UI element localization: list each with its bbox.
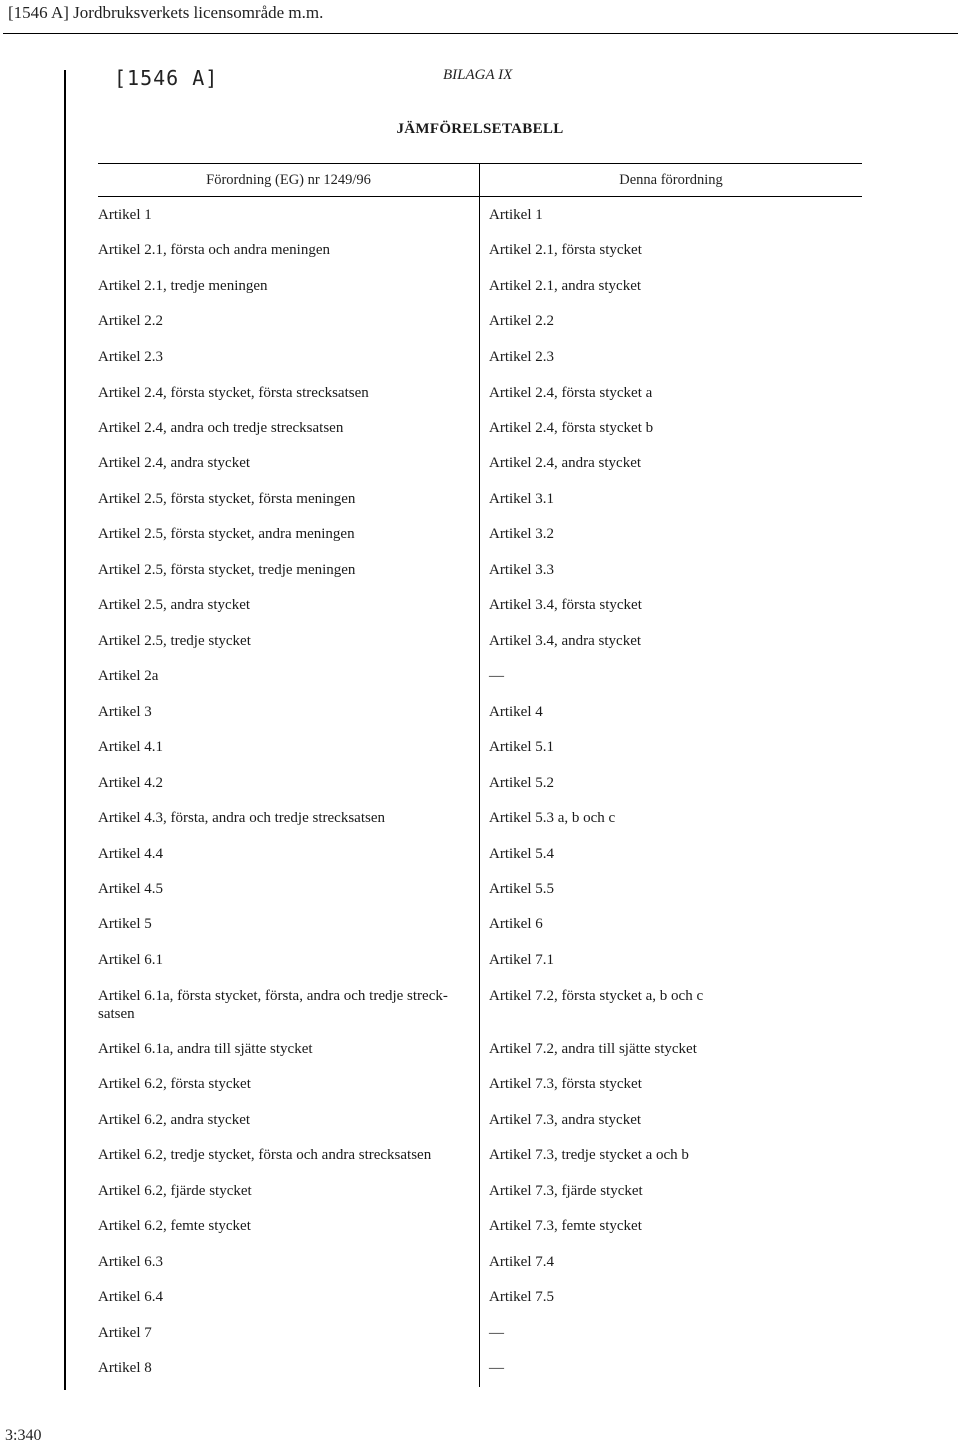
- table-cell-target: Artikel 7.3, första stycket: [489, 1076, 642, 1092]
- table-cell-target: Artikel 3.2: [489, 526, 554, 542]
- table-cell-target: —: [489, 1360, 504, 1376]
- annex-label: BILAGA IX: [443, 67, 513, 83]
- table-title: JÄMFÖRELSETABELL: [396, 121, 564, 137]
- table-cell-source: Artikel 4.3, första, andra och tredje strecksatsen: [98, 810, 385, 826]
- table-cell-target: Artikel 7.3, femte stycket: [489, 1218, 642, 1234]
- table-cell-source: Artikel 6.2, femte stycket: [98, 1218, 251, 1234]
- table-cell-source: Artikel 5: [98, 916, 152, 932]
- table-cell-target: Artikel 7.3, fjärde stycket: [489, 1183, 643, 1199]
- table-cell-target: Artikel 2.4, andra stycket: [489, 455, 642, 471]
- table-cell-source: Artikel 6.2, tredje stycket, första och andra strecksatsen: [98, 1147, 432, 1163]
- table-cell-source: Artikel 2.2: [98, 313, 163, 329]
- table-cell-source: Artikel 2.5, första stycket, första meningen: [98, 491, 356, 507]
- table-top-rule: [98, 163, 862, 164]
- table-cell-source: Artikel 6.1: [98, 952, 163, 968]
- table-header-rule: [98, 196, 862, 197]
- table-cell-source: Artikel 2.4, andra och tredje strecksatsen: [98, 420, 344, 436]
- table-cell-source: Artikel 2.3: [98, 349, 163, 365]
- table-cell-target: Artikel 7.4: [489, 1254, 554, 1270]
- table-cell-target: Artikel 7.5: [489, 1289, 554, 1305]
- table-cell-target: Artikel 2.1, andra stycket: [489, 278, 642, 294]
- table-cell-source: Artikel 6.1a, första stycket, första, andra och tredje streck-satsen: [98, 988, 448, 1022]
- table-cell-source: Artikel 6.2, andra stycket: [98, 1112, 251, 1128]
- table-cell-source: Artikel 2.5, första stycket, tredje meningen: [98, 562, 356, 578]
- table-cell-target: —: [489, 1325, 504, 1341]
- table-cell-source: Artikel 2.5, första stycket, andra meningen: [98, 526, 355, 542]
- column-header-right: Denna förordning: [619, 172, 723, 188]
- table-cell-source: Artikel 6.1a, andra till sjätte stycket: [98, 1041, 313, 1057]
- table-cell-target: Artikel 5.2: [489, 775, 554, 791]
- table-cell-source: Artikel 8: [98, 1360, 152, 1376]
- table-cell-target: Artikel 7.3, tredje stycket a och b: [489, 1147, 689, 1163]
- table-cell-source: Artikel 4.1: [98, 739, 163, 755]
- table-cell-source: Artikel 2.4, första stycket, första strecksatsen: [98, 385, 369, 401]
- table-cell-source: Artikel 6.3: [98, 1254, 163, 1270]
- page-number: 3:340: [5, 1427, 42, 1444]
- table-cell-source: Artikel 4.2: [98, 775, 163, 791]
- running-title: [1546 A] Jordbruksverkets licensområde m.m.: [8, 3, 324, 22]
- table-cell-target: Artikel 2.2: [489, 313, 554, 329]
- top-rule: [3, 33, 958, 34]
- table-cell-target: Artikel 6: [489, 916, 543, 932]
- table-cell-source: Artikel 2a: [98, 668, 159, 684]
- table-cell-source: Artikel 2.1, första och andra meningen: [98, 242, 331, 258]
- column-divider: [479, 163, 480, 1387]
- table-cell-source: Artikel 2.4, andra stycket: [98, 455, 251, 471]
- table-cell-source: Artikel 3: [98, 704, 152, 720]
- table-cell-source: Artikel 7: [98, 1325, 152, 1341]
- table-cell-source: Artikel 6.4: [98, 1289, 163, 1305]
- table-cell-target: Artikel 5.3 a, b och c: [489, 810, 616, 826]
- table-cell-target: Artikel 5.5: [489, 881, 554, 897]
- table-cell-source: Artikel 4.5: [98, 881, 163, 897]
- table-cell-target: Artikel 2.1, första stycket: [489, 242, 642, 258]
- table-cell-source: Artikel 6.2, fjärde stycket: [98, 1183, 252, 1199]
- amendment-marker: [1546 A]: [114, 66, 219, 90]
- table-cell-target: Artikel 2.3: [489, 349, 554, 365]
- table-cell-source: Artikel 4.4: [98, 846, 163, 862]
- column-header-left: Förordning (EG) nr 1249/96: [206, 172, 371, 188]
- table-cell-target: Artikel 5.4: [489, 846, 554, 862]
- table-cell-target: Artikel 5.1: [489, 739, 554, 755]
- table-cell-target: —: [489, 668, 504, 684]
- table-cell-target: Artikel 3.4, andra stycket: [489, 633, 642, 649]
- table-cell-source: Artikel 2.5, andra stycket: [98, 597, 251, 613]
- table-cell-target: Artikel 2.4, första stycket b: [489, 420, 654, 436]
- amendment-bar: [64, 70, 66, 1390]
- table-cell-target: Artikel 7.2, andra till sjätte stycket: [489, 1041, 697, 1057]
- table-cell-target: Artikel 3.1: [489, 491, 554, 507]
- table-cell-source: Artikel 2.5, tredje stycket: [98, 633, 251, 649]
- table-cell-target: Artikel 7.1: [489, 952, 554, 968]
- table-cell-target: Artikel 3.4, första stycket: [489, 597, 642, 613]
- table-cell-source: Artikel 1: [98, 207, 152, 223]
- table-cell-target: Artikel 2.4, första stycket a: [489, 385, 653, 401]
- table-cell-source: Artikel 2.1, tredje meningen: [98, 278, 268, 294]
- table-cell-target: Artikel 4: [489, 704, 543, 720]
- table-cell-target: Artikel 7.2, första stycket a, b och c: [489, 988, 704, 1004]
- table-cell-source: Artikel 6.2, första stycket: [98, 1076, 251, 1092]
- table-cell-target: Artikel 7.3, andra stycket: [489, 1112, 642, 1128]
- table-cell-target: Artikel 1: [489, 207, 543, 223]
- table-cell-target: Artikel 3.3: [489, 562, 554, 578]
